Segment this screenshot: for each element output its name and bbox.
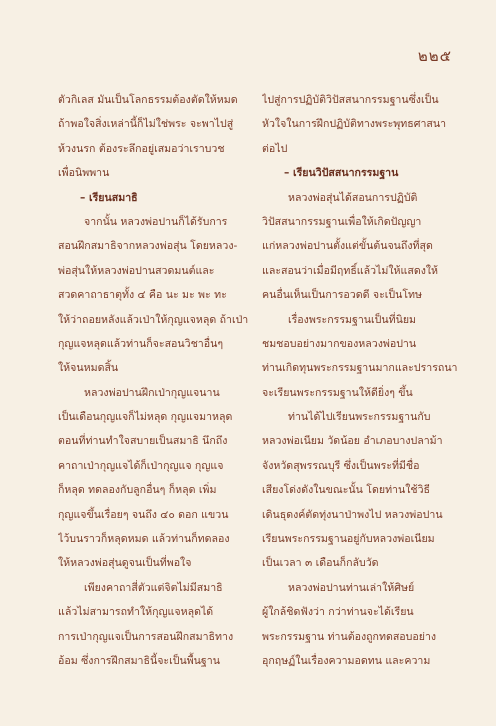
text-line: เป็นเวลา ๓ เดือนก็กลับวัด	[262, 557, 379, 570]
text-line: เพื่อนิพพาน	[58, 167, 110, 180]
text-line: แล้วไม่สามารถทำให้กุญแจหลุดได้	[58, 606, 214, 619]
text-line: จากนั้น หลวงพ่อปานก็ได้รับการ	[84, 215, 228, 228]
text-line: ตอนที่ท่านทำใจสบายเป็นสมาธิ นึกถึง	[58, 435, 228, 448]
right-text-column	[262, 88, 458, 673]
left-text-column	[58, 88, 258, 673]
text-line: และสอนว่าเมื่อมีฤทธิ์แล้วไม่ให้แสดงให้	[262, 264, 439, 277]
text-line: จะเรียนพระกรรมฐานให้ดียิ่งๆ ขึ้น	[262, 386, 413, 399]
text-line: ท่านเกิดทุนพระกรรมฐานมากและปรารถนา	[262, 362, 458, 375]
text-line: ให้จนหมดสิ้น	[58, 362, 119, 375]
text-line: ห้วงนรก ต้องระลึกอยู่เสมอว่าเราบวช	[58, 142, 225, 155]
text-line: ชมชอบอย่างมากของหลวงพ่อปาน	[262, 337, 417, 350]
text-line: ไว้บนราวก็หลุดหมด แล้วท่านก็ทดลอง	[58, 533, 230, 546]
text-line: คนอื่นเห็นเป็นการอวดดี จะเป็นโทษ	[262, 289, 422, 302]
text-line: ไปสู่การปฏิบัติวิปัสสนากรรมฐานซึ่งเป็น	[262, 94, 439, 106]
text-line: พระกรรมฐาน ท่านต้องถูกทดสอบอย่าง	[262, 630, 437, 643]
text-line: ท่านได้ไปเรียนพระกรรมฐานกับ	[288, 411, 431, 424]
section-heading: – เรียนวิปัสสนากรรมฐาน	[284, 167, 399, 180]
text-line: แก่หลวงพ่อปานตั้งแต่ขั้นต้นจนถึงที่สุด	[262, 240, 433, 253]
text-line: อ้อม ซึ่งการฝึกสมาธินี้จะเป็นพื้นฐาน	[58, 654, 220, 667]
text-line: กุญแจหลุดแล้วท่านก็จะสอนวิชาอื่นๆ	[58, 337, 224, 350]
text-line: เรียนพระกรรมฐานอยู่กับหลวงพ่อเนียม	[262, 533, 435, 546]
text-line: เสียงโด่งดังในขณะนั้น โดยท่านใช้วิธี	[262, 484, 431, 497]
text-line: พ่อสุ่นให้หลวงพ่อปานสวดมนต์และ	[58, 264, 215, 277]
text-line: ถ้าพอใจสิ่งเหล่านี้ก็ไม่ใช่พระ จะพาไปสู่	[58, 118, 234, 131]
text-line: เรื่องพระกรรมฐานเป็นที่นิยม	[288, 313, 417, 326]
text-line: ผู้ใกล้ชิดฟังว่า กว่าท่านจะได้เรียน	[262, 606, 414, 619]
text-line: การเป่ากุญแจเป็นการสอนฝึกสมาธิทาง	[58, 630, 234, 643]
text-line: จังหวัดสุพรรณบุรี ซึ่งเป็นพระที่มีชื่อ	[262, 459, 420, 472]
text-line: ให้ว่าถอยหลังแล้วเป่าให้กุญแจหลุด ถ้าเป่า	[58, 313, 249, 326]
section-heading: – เรียนสมาธิ	[80, 191, 138, 204]
text-line: สอนฝึกสมาธิจากหลวงพ่อสุ่น โดยหลวง-	[58, 240, 238, 253]
text-line: ให้หลวงพ่อสุ่นดูจนเป็นที่พอใจ	[58, 557, 192, 570]
text-line: หัวใจในการฝึกปฏิบัติทางพระพุทธศาสนา	[262, 118, 447, 131]
text-line: หลวงพ่อเนียม วัดน้อย อำเภอบางปลาม้า	[262, 435, 443, 448]
text-line: คาถาเป่ากุญแจได้ก็เป่ากุญแจ กุญแจ	[58, 459, 224, 472]
text-line: อุกฤษฏ์ในเรื่องความอดทน และความ	[262, 654, 431, 667]
text-line: เพียงคาถาสี่ตัวแต่จิตไม่มีสมาธิ	[84, 581, 223, 594]
text-line: หลวงพ่อปานท่านเล่าให้ศิษย์	[288, 581, 415, 594]
text-line: ก็หลุด ทดลองกับลูกอื่นๆ ก็หลุด เพิ่ม	[58, 484, 217, 497]
page-number: ๒๒๕	[417, 47, 452, 65]
text-line: ต่อไป	[262, 142, 288, 155]
text-line: วิปัสสนากรรมฐานเพื่อให้เกิดปัญญา	[262, 215, 422, 228]
text-line: หลวงพ่อสุ่นได้สอนการปฏิบัติ	[288, 191, 418, 204]
text-line: สวดคาถาธาตุทั้ง ๔ คือ นะ มะ พะ ทะ	[58, 289, 227, 302]
text-line: ตัวกิเลส มันเป็นโลกธรรมต้องตัดให้หมด	[58, 94, 238, 106]
text-line: เป็นเดือนกุญแจก็ไม่หลุด กุญแจมาหลุด	[58, 411, 233, 424]
text-line: เดินธุดงค์ตัดทุ่งนาป่าพงไป หลวงพ่อปาน	[262, 508, 443, 521]
text-line: กุญแจขึ้นเรื่อยๆ จนถึง ๔๐ ดอก แขวน	[58, 508, 229, 521]
text-line: หลวงพ่อปานฝึกเป่ากุญแจนาน	[84, 386, 220, 399]
